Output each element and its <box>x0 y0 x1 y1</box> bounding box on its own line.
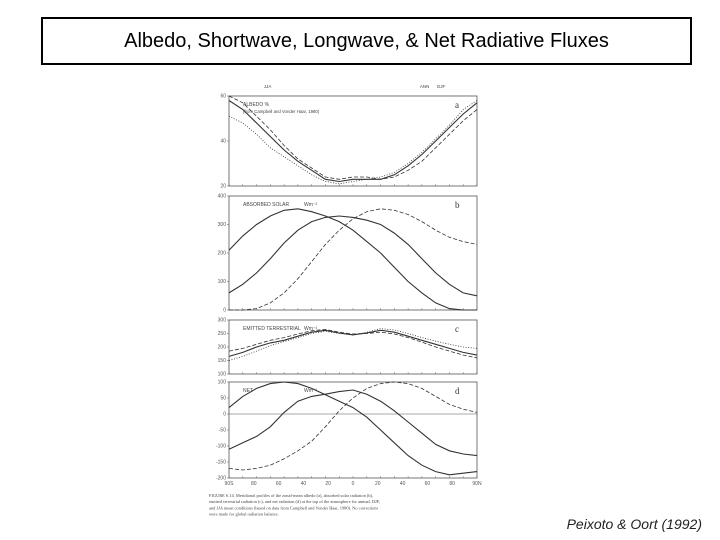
y-tick-label: 300 <box>217 317 226 324</box>
series-ann-line <box>229 390 477 456</box>
y-tick-label: 0 <box>223 411 226 418</box>
panel-label: NET <box>243 388 253 394</box>
y-tick-label: 50 <box>220 395 226 402</box>
series-ann-line <box>229 216 477 296</box>
panel-letter: a <box>455 100 459 110</box>
panel-b <box>218 194 477 314</box>
panel-unit: Wm⁻² <box>304 202 318 208</box>
y-tick-label: -100 <box>215 443 226 450</box>
series-djf-line <box>229 382 477 475</box>
x-tick-label: 40 <box>399 481 406 487</box>
y-tick-label: 300 <box>217 222 226 229</box>
panel-letter: d <box>455 386 460 396</box>
x-tick-label: 20 <box>375 481 381 487</box>
panel-unit: Wm⁻² <box>304 326 318 332</box>
x-tick-label: 90N <box>472 481 482 487</box>
y-tick-label: 200 <box>217 344 226 351</box>
y-tick-label: -200 <box>215 475 226 482</box>
panel-label: ABSORBED SOLAR <box>243 202 290 208</box>
panel-unit: Wm⁻² <box>304 388 318 394</box>
series-djf-line <box>229 209 477 310</box>
caption-line: were made for global radiation balance. <box>209 511 279 517</box>
x-tick-label: 60 <box>424 481 431 487</box>
figure <box>205 84 485 533</box>
series-jja-line <box>229 382 477 470</box>
panel-sublabel: (from Campbell and Vonder Haar, 1980) <box>243 109 320 114</box>
y-tick-label: 40 <box>220 138 226 145</box>
panel-d <box>216 380 477 482</box>
y-tick-label: 20 <box>220 183 226 190</box>
series-label-ann: ANN <box>419 84 430 89</box>
source-credit: Peixoto & Oort (1992) <box>566 516 702 532</box>
panel-label: EMITTED TERRESTRIAL <box>243 326 301 332</box>
y-tick-label: 400 <box>217 193 226 200</box>
x-tick-label: 20 <box>325 481 331 487</box>
panel-c <box>218 318 477 378</box>
y-tick-label: 100 <box>217 371 226 378</box>
meridional-profiles-figure <box>205 84 485 528</box>
x-tick-label: 90S <box>224 481 234 487</box>
series-label-jja: JJA <box>263 84 272 89</box>
slide-title: Albedo, Shortwave, Longwave, & Net Radiative Fluxes <box>124 29 609 52</box>
x-tick-label: 60 <box>275 481 282 487</box>
panel-letter: c <box>455 324 459 334</box>
panel-label: ALBEDO % <box>243 102 270 108</box>
caption-line: FIGURE 6.14. Meridional profiles of the zonal-mean albedo (a), absorbed solar radiation (b), <box>209 493 374 498</box>
y-tick-label: 250 <box>217 331 226 338</box>
y-tick-label: -150 <box>215 459 226 466</box>
panel-a <box>220 84 477 190</box>
panel-letter: b <box>455 200 460 210</box>
y-tick-label: 200 <box>217 250 226 257</box>
x-tick-label: 40 <box>300 481 307 487</box>
y-tick-label: 60 <box>220 93 226 100</box>
panel-frame <box>229 196 477 310</box>
y-tick-label: 150 <box>217 358 226 365</box>
x-tick-label: 80 <box>251 481 257 487</box>
y-tick-label: 100 <box>217 379 226 386</box>
y-tick-label: 100 <box>217 279 226 286</box>
caption-line: emitted terrestrial radiation (c), and net radiation (d) at the top of the atmosphere for annual, DJF, <box>209 499 380 505</box>
x-tick-label: 80 <box>449 481 455 487</box>
series-label-djf: DJF <box>437 84 446 89</box>
caption-line: and JJA mean conditions (based on data from Campbell and Vonder Haar, 1980). No corrections <box>209 505 379 511</box>
x-tick-label: 0 <box>351 481 355 487</box>
series-jja-line <box>229 209 477 310</box>
y-tick-label: -50 <box>218 427 226 434</box>
figure-caption <box>209 493 380 517</box>
title-box <box>41 17 692 65</box>
y-tick-label: 0 <box>223 307 226 314</box>
